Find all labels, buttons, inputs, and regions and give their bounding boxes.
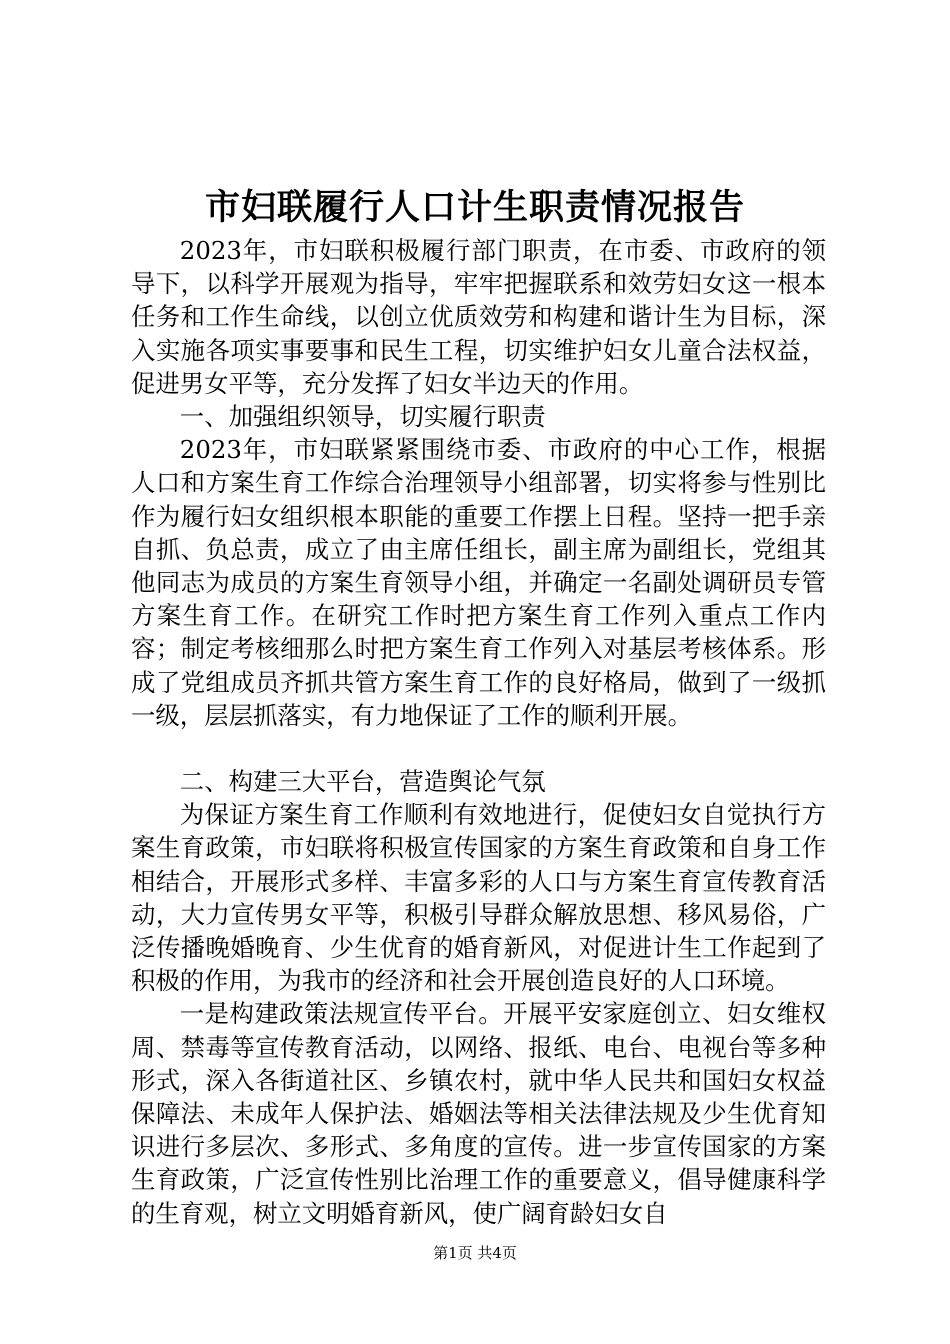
section-2-point-1-paragraph: 一是构建政策法规宣传平台。开展平安家庭创立、妇女维权周、禁毒等宣传教育活动，以网络、报纸、电台、电视台等多种形式，深入各街道社区、乡镇农村，就中华人民共和国妇女权益保障法、未成年人保护法、婚姻法等相关法律法规及少生优育知识进行多层次、多形式、多角度的宣传。进一步宣传国家的方案生育政策，广泛宣传性别比治理工作的重要意义，倡导健康科学的生育观，树立文明婚育新风，使广阔育龄妇女自 [131,999,826,1228]
page-footer: 第1页 共4页 [433,1244,517,1262]
intro-paragraph: 2023年，市妇联积极履行部门职责，在市委、市政府的领导下，以科学开展观为指导，牢牢把握联系和效劳妇女这一根本任务和工作生命线，以创立优质效劳和构建和谐计生为目标，深入实施各项实事要事和民生工程，切实维护妇女儿童合法权益，促进男女平等，充分发挥了妇女半边天的作用。 [131,236,826,398]
document-title: 市妇联履行人口计生职责情况报告 [204,187,745,228]
section-1-paragraph: 2023年，市妇联紧紧围绕市委、市政府的中心工作，根据人口和方案生育工作综合治理领导小组部署，切实将参与性别比作为履行妇女组织根本职能的重要工作摆上日程。坚持一把手亲自抓、负总责，成立了由主席任组长，副主席为副组长，党组其他同志为成员的方案生育领导小组，并确定一名副处调研员专管方案生育工作。在研究工作时把方案生育工作列入重点工作内容；制定考核细那么时把方案生育工作列入对基层考核体系。形成了党组成员齐抓共管方案生育工作的良好格局，做到了一级抓一级，层层抓落实，有力地保证了工作的顺利开展。 [131,435,826,730]
blank-line [131,732,826,765]
section-heading-1: 一、加强组织领导，切实履行职责 [179,402,546,432]
section-2-paragraph: 为保证方案生育工作顺利有效地进行，促使妇女自觉执行方案生育政策，市妇联将积极宣传国家的方案生育政策和自身工作相结合，开展形式多样、丰富多彩的人口与方案生育宣传教育活动，大力宣传男女平等，积极引导群众解放思想、移风易俗，广泛传播晚婚晚育、少生优育的婚育新风，对促进计生工作起到了积极的作用，为我市的经济和社会开展创造良好的人口环境。 [131,800,826,996]
document-body [131,234,826,1230]
section-heading-2: 二、构建三大平台，营造舆论气氛 [179,767,546,797]
